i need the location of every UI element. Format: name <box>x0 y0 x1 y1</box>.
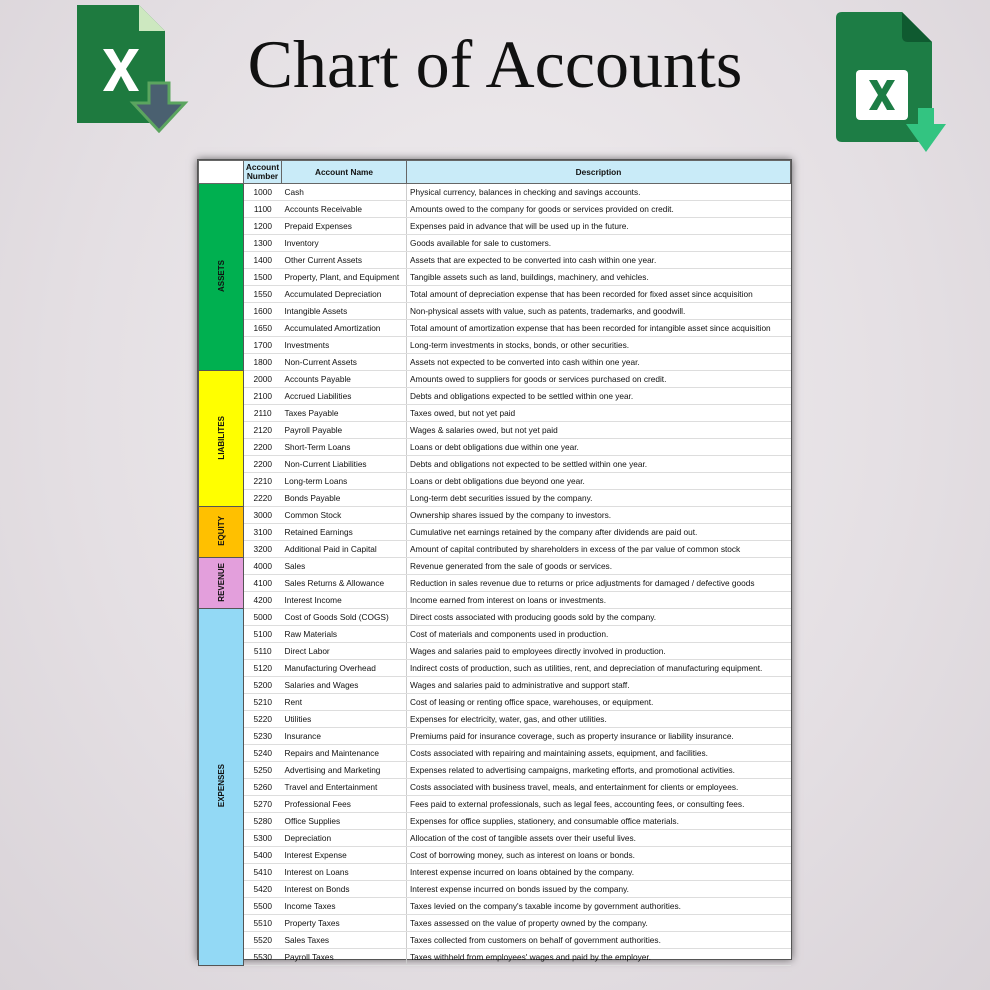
account-name: Taxes Payable <box>282 405 407 422</box>
table-row <box>199 303 791 320</box>
account-description: Cost of materials and components used in production. <box>407 626 791 643</box>
account-name: Accounts Payable <box>282 371 407 388</box>
account-description: Wages and salaries paid to administrative and support staff. <box>407 677 791 694</box>
category-expenses <box>199 609 244 966</box>
table-row <box>199 184 791 201</box>
account-number: 5410 <box>244 864 282 881</box>
table-row <box>199 779 791 796</box>
account-number: 2000 <box>244 371 282 388</box>
account-description: Tangible assets such as land, buildings, machinery, and vehicles. <box>407 269 791 286</box>
account-number: 3200 <box>244 541 282 558</box>
account-name: Direct Labor <box>282 643 407 660</box>
table-row <box>199 847 791 864</box>
account-description: Amounts owed to the company for goods or services provided on credit. <box>407 201 791 218</box>
account-description: Long-term investments in stocks, bonds, or other securities. <box>407 337 791 354</box>
account-number: 1650 <box>244 320 282 337</box>
account-name: Depreciation <box>282 830 407 847</box>
table-row <box>199 949 791 966</box>
account-name: Advertising and Marketing <box>282 762 407 779</box>
account-description: Cost of borrowing money, such as interest on loans or bonds. <box>407 847 791 864</box>
account-name: Interest on Bonds <box>282 881 407 898</box>
account-name: Insurance <box>282 728 407 745</box>
account-number: 5500 <box>244 898 282 915</box>
account-description: Expenses for electricity, water, gas, and other utilities. <box>407 711 791 728</box>
account-description: Expenses paid in advance that will be used up in the future. <box>407 218 791 235</box>
table-row <box>199 422 791 439</box>
table-row <box>199 541 791 558</box>
table-row <box>199 728 791 745</box>
category-liabilites <box>199 371 244 507</box>
account-description: Taxes levied on the company's taxable income by government authorities. <box>407 898 791 915</box>
account-number: 5400 <box>244 847 282 864</box>
account-name: Accrued Liabilities <box>282 388 407 405</box>
account-description: Premiums paid for insurance coverage, such as property insurance or liability insurance. <box>407 728 791 745</box>
account-number: 5260 <box>244 779 282 796</box>
account-name: Professional Fees <box>282 796 407 813</box>
table-row <box>199 354 791 371</box>
account-name: Raw Materials <box>282 626 407 643</box>
table-row <box>199 371 791 388</box>
table-row <box>199 337 791 354</box>
table-row <box>199 558 791 575</box>
table-row <box>199 898 791 915</box>
table-row <box>199 762 791 779</box>
account-description: Non-physical assets with value, such as patents, trademarks, and goodwill. <box>407 303 791 320</box>
account-description: Revenue generated from the sale of goods or services. <box>407 558 791 575</box>
account-name: Salaries and Wages <box>282 677 407 694</box>
account-name: Non-Current Liabilities <box>282 456 407 473</box>
account-description: Taxes collected from customers on behalf of government authorities. <box>407 932 791 949</box>
account-description: Taxes withheld from employees' wages and paid by the employer. <box>407 949 791 966</box>
table-row <box>199 609 791 626</box>
header-account-number: Account Number <box>244 161 282 184</box>
account-number: 1550 <box>244 286 282 303</box>
account-description: Direct costs associated with producing goods sold by the company. <box>407 609 791 626</box>
account-number: 4200 <box>244 592 282 609</box>
account-description: Goods available for sale to customers. <box>407 235 791 252</box>
account-number: 2200 <box>244 439 282 456</box>
account-number: 5240 <box>244 745 282 762</box>
excel-download-icon-left <box>77 5 191 133</box>
account-description: Physical currency, balances in checking and savings accounts. <box>407 184 791 201</box>
account-number: 5230 <box>244 728 282 745</box>
category-label: EQUITY <box>216 516 226 546</box>
account-description: Indirect costs of production, such as utilities, rent, and depreciation of manufacturing equipment. <box>407 660 791 677</box>
account-description: Debts and obligations not expected to be settled within one year. <box>407 456 791 473</box>
account-description: Income earned from interest on loans or investments. <box>407 592 791 609</box>
table-row <box>199 660 791 677</box>
account-number: 1600 <box>244 303 282 320</box>
table-row <box>199 201 791 218</box>
account-name: Payroll Taxes <box>282 949 407 966</box>
account-name: Interest Expense <box>282 847 407 864</box>
table-row <box>199 524 791 541</box>
table-row <box>199 915 791 932</box>
account-name: Repairs and Maintenance <box>282 745 407 762</box>
account-name: Intangible Assets <box>282 303 407 320</box>
accounts-table-body <box>199 184 791 966</box>
account-description: Loans or debt obligations due beyond one year. <box>407 473 791 490</box>
account-number: 2100 <box>244 388 282 405</box>
account-description: Total amount of depreciation expense that has been recorded for fixed asset since acquisition <box>407 286 791 303</box>
account-number: 1400 <box>244 252 282 269</box>
account-number: 5300 <box>244 830 282 847</box>
account-name: Interest on Loans <box>282 864 407 881</box>
table-row <box>199 235 791 252</box>
table-row <box>199 269 791 286</box>
account-name: Income Taxes <box>282 898 407 915</box>
account-name: Travel and Entertainment <box>282 779 407 796</box>
account-name: Inventory <box>282 235 407 252</box>
account-description: Interest expense incurred on loans obtained by the company. <box>407 864 791 881</box>
account-number: 3100 <box>244 524 282 541</box>
account-name: Sales Returns & Allowance <box>282 575 407 592</box>
account-name: Accounts Receivable <box>282 201 407 218</box>
account-description: Costs associated with business travel, meals, and entertainment for clients or employees. <box>407 779 791 796</box>
account-name: Payroll Payable <box>282 422 407 439</box>
table-row <box>199 405 791 422</box>
account-number: 5120 <box>244 660 282 677</box>
account-number: 2110 <box>244 405 282 422</box>
account-number: 2210 <box>244 473 282 490</box>
account-number: 1700 <box>244 337 282 354</box>
table-row <box>199 218 791 235</box>
account-name: Cash <box>282 184 407 201</box>
table-row <box>199 252 791 269</box>
account-description: Debts and obligations expected to be settled within one year. <box>407 388 791 405</box>
account-number: 4100 <box>244 575 282 592</box>
table-row <box>199 830 791 847</box>
header-account-name: Account Name <box>282 161 407 184</box>
table-row <box>199 592 791 609</box>
account-name: Accumulated Depreciation <box>282 286 407 303</box>
account-number: 5110 <box>244 643 282 660</box>
account-number: 5210 <box>244 694 282 711</box>
table-row <box>199 388 791 405</box>
category-label: ASSETS <box>216 259 226 292</box>
account-number: 2120 <box>244 422 282 439</box>
table-row <box>199 711 791 728</box>
account-number: 5520 <box>244 932 282 949</box>
excel-download-icon-right <box>836 12 948 154</box>
account-name: Property, Plant, and Equipment <box>282 269 407 286</box>
account-name: Property Taxes <box>282 915 407 932</box>
account-number: 5200 <box>244 677 282 694</box>
account-number: 1100 <box>244 201 282 218</box>
account-name: Cost of Goods Sold (COGS) <box>282 609 407 626</box>
account-description: Wages & salaries owed, but not yet paid <box>407 422 791 439</box>
account-description: Long-term debt securities issued by the company. <box>407 490 791 507</box>
table-row <box>199 320 791 337</box>
account-name: Retained Earnings <box>282 524 407 541</box>
account-number: 5250 <box>244 762 282 779</box>
account-name: Utilities <box>282 711 407 728</box>
account-name: Non-Current Assets <box>282 354 407 371</box>
account-description: Cost of leasing or renting office space, warehouses, or equipment. <box>407 694 791 711</box>
account-description: Interest expense incurred on bonds issued by the company. <box>407 881 791 898</box>
account-number: 1000 <box>244 184 282 201</box>
account-description: Amount of capital contributed by shareholders in excess of the par value of common stock <box>407 541 791 558</box>
table-row <box>199 864 791 881</box>
account-number: 2220 <box>244 490 282 507</box>
table-row <box>199 439 791 456</box>
table-row <box>199 813 791 830</box>
table-row <box>199 575 791 592</box>
account-description: Cumulative net earnings retained by the company after dividends are paid out. <box>407 524 791 541</box>
account-name: Additional Paid in Capital <box>282 541 407 558</box>
account-number: 5420 <box>244 881 282 898</box>
account-name: Rent <box>282 694 407 711</box>
account-description: Assets not expected to be converted into cash within one year. <box>407 354 791 371</box>
category-label: EXPENSES <box>216 764 226 808</box>
account-name: Interest Income <box>282 592 407 609</box>
category-equity <box>199 507 244 558</box>
account-description: Expenses related to advertising campaigns, marketing efforts, and promotional activities. <box>407 762 791 779</box>
page-title: Chart of Accounts <box>247 26 743 102</box>
account-name: Accumulated Amortization <box>282 320 407 337</box>
account-number: 5270 <box>244 796 282 813</box>
account-description: Wages and salaries paid to employees directly involved in production. <box>407 643 791 660</box>
account-description: Assets that are expected to be converted into cash within one year. <box>407 252 791 269</box>
account-number: 5530 <box>244 949 282 966</box>
account-description: Reduction in sales revenue due to returns or price adjustments for damaged / defective goods <box>407 575 791 592</box>
table-row <box>199 677 791 694</box>
account-number: 5510 <box>244 915 282 932</box>
header-description: Description <box>407 161 791 184</box>
account-name: Investments <box>282 337 407 354</box>
account-name: Bonds Payable <box>282 490 407 507</box>
table-row <box>199 286 791 303</box>
category-revenue <box>199 558 244 609</box>
account-name: Sales <box>282 558 407 575</box>
category-label: LIABILITES <box>216 415 226 460</box>
account-description: Ownership shares issued by the company to investors. <box>407 507 791 524</box>
account-number: 4000 <box>244 558 282 575</box>
account-description: Allocation of the cost of tangible assets over their useful lives. <box>407 830 791 847</box>
table-row <box>199 881 791 898</box>
account-name: Common Stock <box>282 507 407 524</box>
account-name: Long-term Loans <box>282 473 407 490</box>
account-number: 1200 <box>244 218 282 235</box>
account-description: Amounts owed to suppliers for goods or services purchased on credit. <box>407 371 791 388</box>
table-row <box>199 473 791 490</box>
account-name: Sales Taxes <box>282 932 407 949</box>
account-number: 1300 <box>244 235 282 252</box>
account-description: Fees paid to external professionals, such as legal fees, accounting fees, or consulting fees. <box>407 796 791 813</box>
account-number: 2200 <box>244 456 282 473</box>
category-label: REVENUE <box>216 562 226 602</box>
account-name: Office Supplies <box>282 813 407 830</box>
table-row <box>199 745 791 762</box>
account-number: 1500 <box>244 269 282 286</box>
account-number: 5220 <box>244 711 282 728</box>
category-assets <box>199 184 244 371</box>
account-description: Taxes owed, but not yet paid <box>407 405 791 422</box>
table-row <box>199 694 791 711</box>
account-description: Costs associated with repairing and maintaining assets, equipment, and facilities. <box>407 745 791 762</box>
accounts-table <box>198 160 791 966</box>
account-description: Total amount of amortization expense that has been recorded for intangible asset since acquisition <box>407 320 791 337</box>
account-number: 5280 <box>244 813 282 830</box>
table-row <box>199 507 791 524</box>
account-number: 3000 <box>244 507 282 524</box>
account-name: Prepaid Expenses <box>282 218 407 235</box>
account-number: 1800 <box>244 354 282 371</box>
table-row <box>199 932 791 949</box>
table-row <box>199 796 791 813</box>
account-description: Taxes assessed on the value of property owned by the company. <box>407 915 791 932</box>
account-number: 5000 <box>244 609 282 626</box>
account-description: Loans or debt obligations due within one year. <box>407 439 791 456</box>
corner-cell <box>199 161 244 184</box>
table-row <box>199 456 791 473</box>
table-row <box>199 626 791 643</box>
chart-of-accounts-sheet <box>197 159 792 960</box>
account-name: Short-Term Loans <box>282 439 407 456</box>
table-row <box>199 643 791 660</box>
account-name: Manufacturing Overhead <box>282 660 407 677</box>
account-number: 5100 <box>244 626 282 643</box>
table-row <box>199 490 791 507</box>
account-name: Other Current Assets <box>282 252 407 269</box>
account-description: Expenses for office supplies, stationery, and consumable office materials. <box>407 813 791 830</box>
